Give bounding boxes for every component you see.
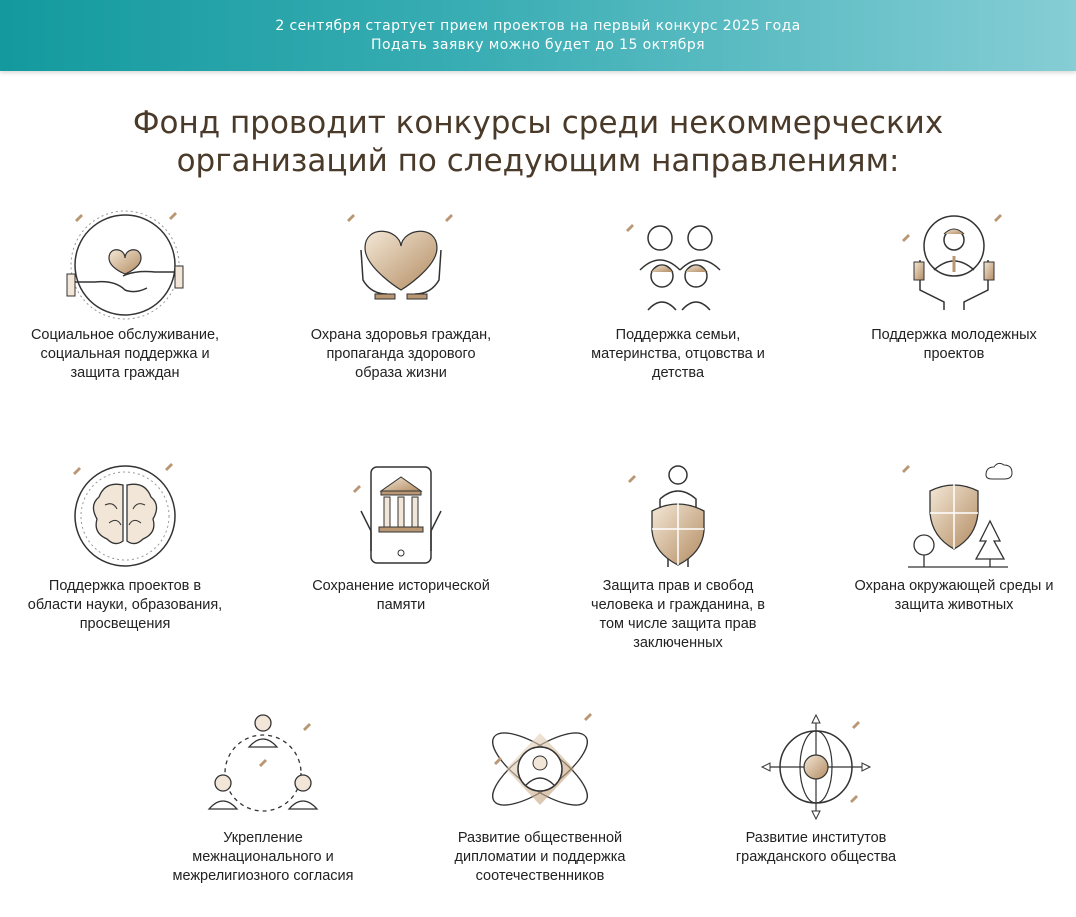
banner-line-deadline: Подать заявку можно будет до 15 октября <box>371 36 705 53</box>
direction-label: Поддержка проектов в области науки, образования, просвещения <box>27 578 223 632</box>
direction-card-diplomacy[interactable] <box>430 713 650 886</box>
direction-label: Развитие общественной дипломатии и поддержка соотечественников <box>454 830 626 884</box>
orbit-person-icon <box>480 713 600 823</box>
direction-card-civil-society[interactable] <box>706 713 926 867</box>
direction-card-harmony[interactable] <box>153 713 373 886</box>
compass-globe-icon <box>756 713 876 823</box>
page-title <box>0 104 1076 180</box>
direction-card-health[interactable] <box>291 210 511 383</box>
direction-card-history[interactable] <box>291 461 511 615</box>
announcement-banner <box>0 0 1076 71</box>
direction-label: Поддержка семьи, материнства, отцовства и детства <box>591 327 765 381</box>
direction-label: Охрана здоровья граждан, пропаганда здорового образа жизни <box>310 327 492 381</box>
family-icon <box>618 210 738 320</box>
direction-card-social[interactable] <box>15 210 235 383</box>
brain-icon <box>65 461 185 571</box>
page-title-line-2: организаций по следующим направлениям: <box>176 143 900 179</box>
nature-shield-icon <box>894 461 1014 571</box>
page-title-line-1: Фонд проводит конкурсы среди некоммерческих <box>132 105 944 141</box>
museum-tablet-icon <box>341 461 461 571</box>
direction-label: Сохранение исторической памяти <box>312 578 490 613</box>
direction-label: Охрана окружающей среды и защита животных <box>854 578 1054 613</box>
heart-in-hands-icon <box>341 210 461 320</box>
banner-line-start: 2 сентября стартует прием проектов на первый конкурс 2025 года <box>275 17 801 34</box>
direction-label: Социальное обслуживание, социальная поддержка и защита граждан <box>30 327 220 381</box>
direction-label: Защита прав и свобод человека и гражданина, в том числе защита прав заключенных <box>591 578 765 651</box>
direction-card-youth[interactable] <box>844 210 1064 364</box>
direction-card-environment[interactable] <box>844 461 1064 615</box>
direction-card-science[interactable] <box>15 461 235 634</box>
direction-card-family[interactable] <box>568 210 788 383</box>
hands-heart-icon <box>65 210 185 320</box>
direction-label: Укрепление межнационального и межрелигиозного согласия <box>172 830 354 884</box>
direction-label: Поддержка молодежных проектов <box>871 327 1037 362</box>
direction-label: Развитие институтов гражданского общества <box>735 830 897 865</box>
youth-icon <box>894 210 1014 320</box>
direction-card-rights[interactable] <box>568 461 788 653</box>
people-circle-icon <box>203 713 323 823</box>
person-shield-icon <box>618 461 738 571</box>
